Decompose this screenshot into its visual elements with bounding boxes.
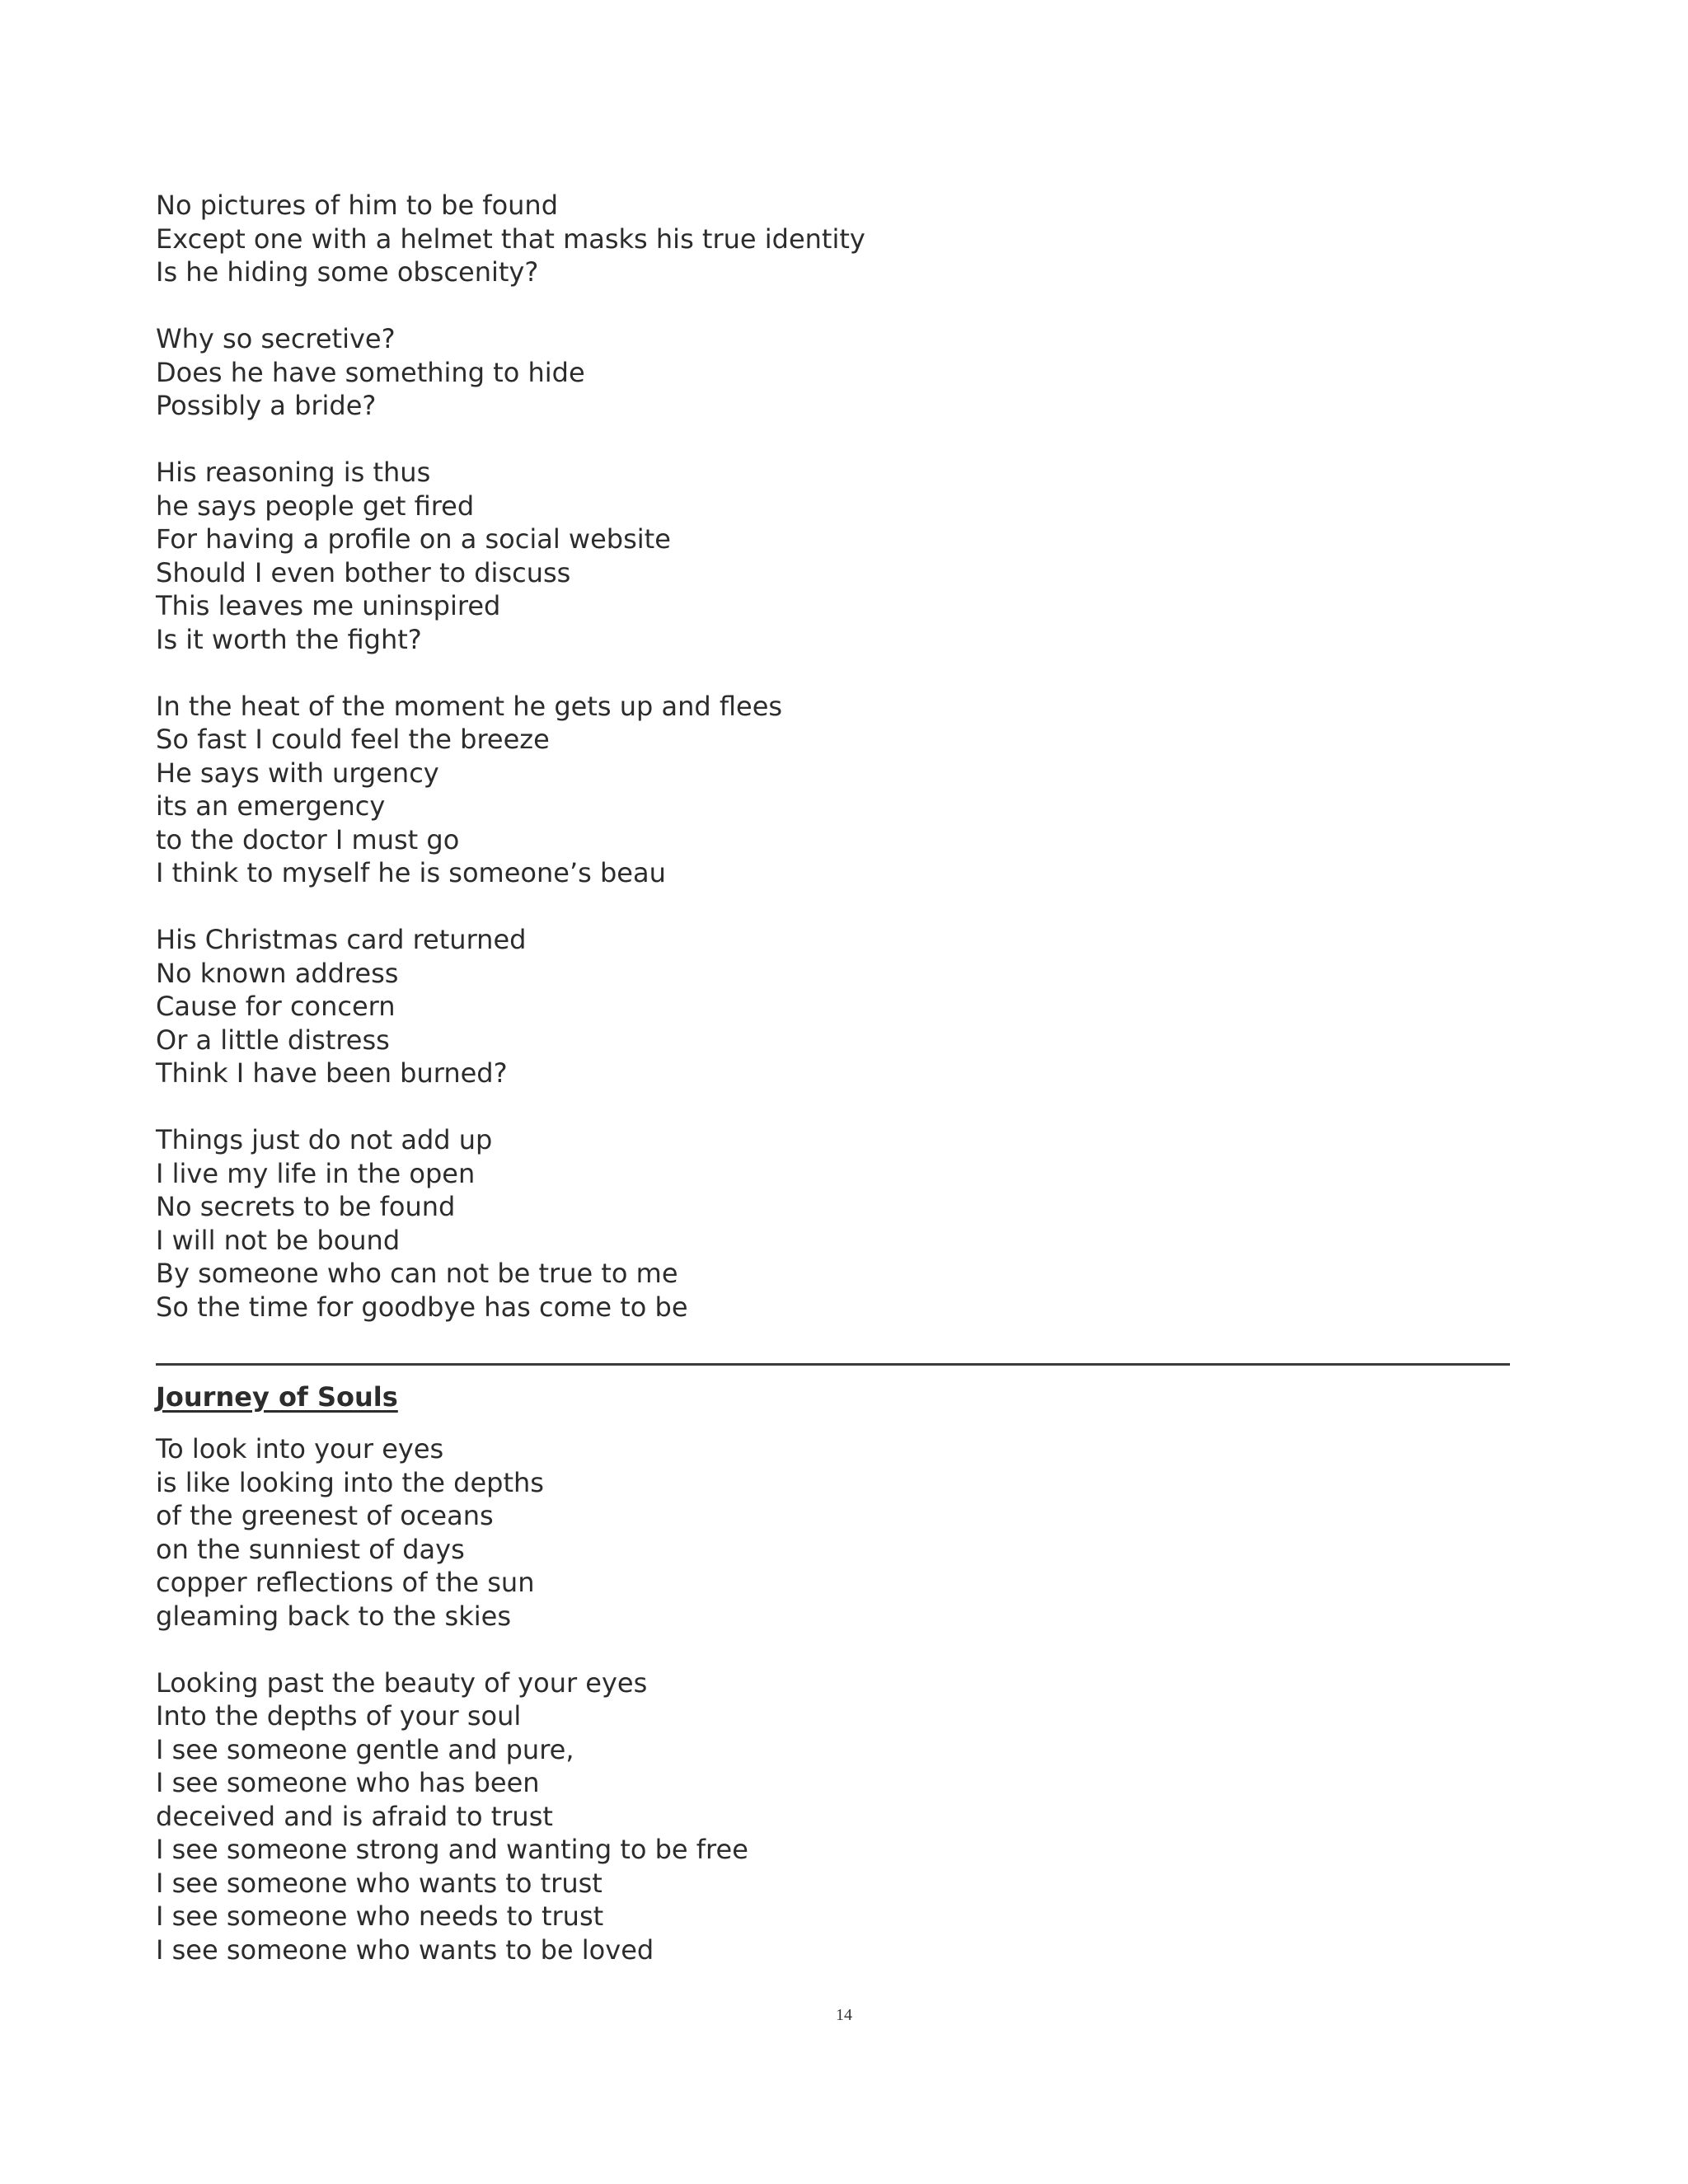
poem-line: I live my life in the open [156, 1157, 476, 1189]
poem-untitled-body [156, 189, 865, 1324]
poem-line: So fast I could feel the breeze [156, 724, 550, 755]
poem-line: gleaming back to the skies [156, 1600, 511, 1632]
poem-stanza [156, 1432, 748, 1633]
poem-line: on the sunniest of days [156, 1533, 465, 1565]
poem-stanza [156, 189, 865, 289]
poem-line: Or a little distress [156, 1024, 390, 1056]
poem-line: He says with urgency [156, 757, 439, 789]
poem-line: To look into your eyes [156, 1433, 444, 1465]
poem-stanza [156, 923, 865, 1090]
poem-line: copper reflections of the sun [156, 1567, 535, 1598]
poem-line: I see someone who has been [156, 1767, 540, 1798]
poem-line: Should I even bother to discuss [156, 556, 571, 588]
poem-line: By someone who can not be true to me [156, 1258, 678, 1289]
poem-line: I see someone who needs to trust [156, 1900, 604, 1932]
poem-line: he says people get fired [156, 490, 475, 522]
poem-line: I see someone gentle and pure, [156, 1733, 574, 1765]
poem-line: of the greenest of oceans [156, 1500, 494, 1531]
poem-line: Looking past the beauty of your eyes [156, 1666, 648, 1699]
poem-line: Into the depths of your soul [156, 1700, 522, 1732]
poem-line: No pictures of him to be found [156, 190, 559, 221]
poem-journey-of-souls-body [156, 1432, 748, 1966]
poem-stanza [156, 690, 865, 890]
poem-stanza [156, 1666, 748, 1967]
poem-line: I will not be bound [156, 1224, 401, 1256]
poem-line: is like looking into the depths [156, 1466, 544, 1498]
poem-line: to the doctor I must go [156, 823, 460, 855]
poem-title: Journey of Souls [156, 1381, 398, 1413]
poem-line: So the time for goodbye has come to be [156, 1291, 688, 1323]
poem-line: Possibly a bride? [156, 390, 377, 421]
poem-line: For having a profile on a social website [156, 523, 671, 555]
section-divider [156, 1363, 1510, 1366]
poem-line: This leaves me uninspired [156, 590, 501, 621]
poem-line: I see someone who wants to trust [156, 1867, 603, 1899]
poem-stanza [156, 456, 865, 656]
poem-line: In the heat of the moment he gets up and flees [156, 690, 783, 722]
page-number: 14 [836, 2006, 852, 2024]
poem-line: I think to myself he is someone’s beau [156, 857, 666, 888]
poem-line: Cause for concern [156, 991, 396, 1022]
poem-line: Does he have something to hide [156, 356, 585, 388]
poem-stanza [156, 322, 865, 423]
poem-line: Is he hiding some obscenity? [156, 256, 539, 288]
poem-line: Why so secretive? [156, 323, 396, 354]
poem-line: His Christmas card returned [156, 924, 527, 955]
poem-line: I see someone strong and wanting to be free [156, 1834, 748, 1865]
poem-line: Except one with a helmet that masks his true identity [156, 223, 865, 255]
poem-line: I see someone who wants to be loved [156, 1933, 654, 1966]
poem-line: Things just do not add up [156, 1124, 493, 1155]
poem-line: His reasoning is thus [156, 457, 431, 488]
poem-line: Is it worth the fight? [156, 623, 422, 655]
poem-line: No secrets to be found [156, 1191, 456, 1222]
poem-line: deceived and is afraid to trust [156, 1800, 553, 1832]
poem-stanza [156, 1123, 865, 1324]
poem-line: its an emergency [156, 790, 386, 822]
poem-line: Think I have been burned? [156, 1057, 508, 1089]
poem-line: No known address [156, 957, 399, 989]
